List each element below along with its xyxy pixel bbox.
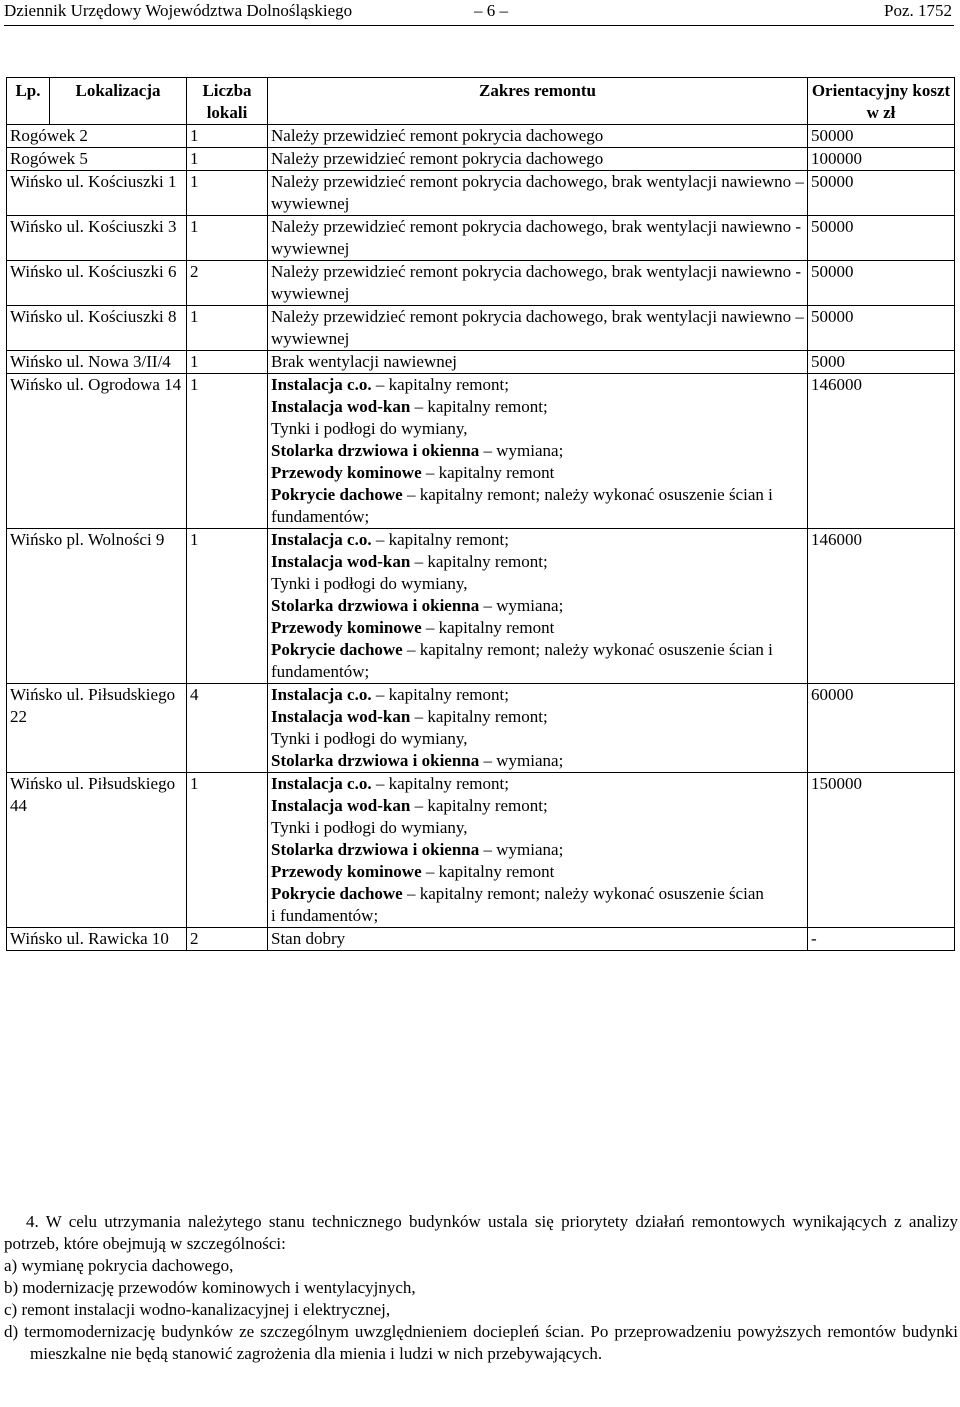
cell-location: Wińsko ul. Piłsudskiego 22 bbox=[7, 684, 187, 773]
cell-scope: Należy przewidzieć remont pokrycia dachowego, brak wentylacji nawiewno – wywiewnej bbox=[268, 306, 808, 351]
cell-units: 1 bbox=[187, 216, 268, 261]
scope-item bbox=[271, 462, 804, 484]
scope-item bbox=[271, 595, 804, 617]
cell-units: 1 bbox=[187, 351, 268, 374]
scope-item bbox=[271, 551, 804, 573]
scope-item bbox=[271, 905, 804, 927]
scope-item-title: Przewody kominowe bbox=[271, 862, 422, 881]
scope-item-title: Stolarka drzwiowa i okienna bbox=[271, 441, 480, 460]
cell-units: 1 bbox=[187, 148, 268, 171]
cell-units: 2 bbox=[187, 928, 268, 951]
scope-item bbox=[271, 396, 804, 418]
table-row bbox=[7, 374, 955, 529]
page-header bbox=[4, 0, 954, 26]
header-location: Lokalizacja bbox=[50, 78, 187, 125]
scope-item-text: i fundamentów; bbox=[271, 906, 379, 925]
header-cost: Orientacyjny koszt w zł bbox=[808, 78, 955, 125]
scope-item bbox=[271, 706, 804, 728]
cell-cost: 50000 bbox=[808, 261, 955, 306]
scope-item bbox=[271, 617, 804, 639]
scope-item-title: Instalacja c.o. bbox=[271, 375, 372, 394]
scope-item bbox=[271, 440, 804, 462]
cell-units: 1 bbox=[187, 529, 268, 684]
table-row bbox=[7, 773, 955, 928]
scope-item bbox=[271, 750, 804, 772]
position-number: Poz. 1752 bbox=[884, 1, 952, 20]
section-4-item: a) wymianę pokrycia dachowego, bbox=[4, 1256, 234, 1275]
cell-units: 1 bbox=[187, 773, 268, 928]
cell-scope: Należy przewidzieć remont pokrycia dachowego bbox=[268, 125, 808, 148]
scope-item-title: Instalacja c.o. bbox=[271, 530, 372, 549]
cell-units: 1 bbox=[187, 374, 268, 529]
header-units: Liczba lokali bbox=[187, 78, 268, 125]
cell-scope: Należy przewidzieć remont pokrycia dachowego, brak wentylacji nawiewno - wywiewnej bbox=[268, 261, 808, 306]
cell-cost: 50000 bbox=[808, 306, 955, 351]
scope-item-title: Stolarka drzwiowa i okienna bbox=[271, 840, 480, 859]
scope-item-text: Tynki i podłogi do wymiany, bbox=[271, 818, 468, 837]
cell-scope: Należy przewidzieć remont pokrycia dachowego, brak wentylacji nawiewno – wywiewnej bbox=[268, 171, 808, 216]
cell-cost: 50000 bbox=[808, 216, 955, 261]
scope-item bbox=[271, 883, 804, 905]
scope-item-title: Przewody kominowe bbox=[271, 463, 422, 482]
cell-cost: 5000 bbox=[808, 351, 955, 374]
scope-item-text: – kapitalny remont; należy wykonać osuszenie ścian bbox=[402, 884, 764, 903]
scope-item-text: – kapitalny remont; bbox=[410, 707, 548, 726]
scope-item-title: Pokrycie dachowe bbox=[271, 640, 403, 659]
scope-item-text: Tynki i podłogi do wymiany, bbox=[271, 729, 468, 748]
cell-units: 4 bbox=[187, 684, 268, 773]
scope-item bbox=[271, 861, 804, 883]
renovation-table bbox=[6, 77, 955, 951]
section-4-list bbox=[4, 1255, 958, 1365]
cell-scope bbox=[268, 684, 808, 773]
table-row bbox=[7, 351, 955, 374]
scope-item-title: Instalacja wod-kan bbox=[271, 707, 411, 726]
cell-cost: 50000 bbox=[808, 171, 955, 216]
scope-item-text: – kapitalny remont bbox=[421, 862, 555, 881]
journal-title: Dziennik Urzędowy Województwa Dolnośląskiego bbox=[4, 1, 353, 20]
cell-cost: 146000 bbox=[808, 529, 955, 684]
scope-item bbox=[271, 418, 804, 440]
scope-item-title: Instalacja wod-kan bbox=[271, 796, 411, 815]
page-number: – 6 – bbox=[474, 1, 508, 20]
cell-scope: Należy przewidzieć remont pokrycia dachowego, brak wentylacji nawiewno - wywiewnej bbox=[268, 216, 808, 261]
table-row bbox=[7, 928, 955, 951]
scope-item-text: Tynki i podłogi do wymiany, bbox=[271, 574, 468, 593]
scope-item-text: – kapitalny remont; bbox=[371, 774, 509, 793]
scope-item-text: – wymiana; bbox=[479, 840, 564, 859]
scope-item-text: – kapitalny remont; bbox=[410, 796, 548, 815]
table-row bbox=[7, 148, 955, 171]
cell-scope bbox=[268, 374, 808, 529]
scope-item bbox=[271, 573, 804, 595]
cell-location: Wińsko ul. Kościuszki 8 bbox=[7, 306, 187, 351]
cell-cost: 60000 bbox=[808, 684, 955, 773]
table-row bbox=[7, 216, 955, 261]
cell-cost: 150000 bbox=[808, 773, 955, 928]
scope-item-text: – kapitalny remont bbox=[421, 463, 555, 482]
scope-item-text: – kapitalny remont; należy wykonać osuszenie ścian i fundamentów; bbox=[271, 485, 773, 526]
scope-item bbox=[271, 728, 804, 750]
scope-item-title: Pokrycie dachowe bbox=[271, 485, 403, 504]
cell-location: Wińsko ul. Kościuszki 3 bbox=[7, 216, 187, 261]
scope-item-text: – wymiana; bbox=[479, 596, 564, 615]
cell-location: Wińsko pl. Wolności 9 bbox=[7, 529, 187, 684]
cell-location: Wińsko ul. Piłsudskiego 44 bbox=[7, 773, 187, 928]
cell-cost: - bbox=[808, 928, 955, 951]
cell-scope bbox=[268, 529, 808, 684]
cell-location: Wińsko ul. Ogrodowa 14 bbox=[7, 374, 187, 529]
cell-units: 1 bbox=[187, 171, 268, 216]
cell-cost: 100000 bbox=[808, 148, 955, 171]
cell-location: Rogówek 2 bbox=[7, 125, 187, 148]
cell-scope: Brak wentylacji nawiewnej bbox=[268, 351, 808, 374]
scope-item bbox=[271, 684, 804, 706]
scope-item-title: Instalacja wod-kan bbox=[271, 552, 411, 571]
table-header-row bbox=[7, 78, 955, 125]
scope-item-title: Instalacja c.o. bbox=[271, 685, 372, 704]
table-row bbox=[7, 125, 955, 148]
table-body bbox=[7, 125, 955, 951]
scope-item-text: – kapitalny remont; bbox=[410, 552, 548, 571]
scope-item-title: Instalacja c.o. bbox=[271, 774, 372, 793]
cell-scope: Należy przewidzieć remont pokrycia dachowego bbox=[268, 148, 808, 171]
scope-item-text: – kapitalny remont; bbox=[371, 375, 509, 394]
scope-item-text: – kapitalny remont; bbox=[410, 397, 548, 416]
table-row bbox=[7, 306, 955, 351]
table-row bbox=[7, 171, 955, 216]
header-lp: Lp. bbox=[7, 78, 50, 125]
section-4 bbox=[4, 1211, 958, 1365]
scope-item-text: – kapitalny remont; należy wykonać osuszenie ścian i fundamentów; bbox=[271, 640, 773, 681]
scope-item-title: Stolarka drzwiowa i okienna bbox=[271, 596, 480, 615]
table-row bbox=[7, 261, 955, 306]
cell-cost: 50000 bbox=[808, 125, 955, 148]
table-row bbox=[7, 529, 955, 684]
section-4-item: c) remont instalacji wodno-kanalizacyjnej i elektrycznej, bbox=[4, 1300, 391, 1319]
scope-item-text: Tynki i podłogi do wymiany, bbox=[271, 419, 468, 438]
cell-units: 2 bbox=[187, 261, 268, 306]
cell-units: 1 bbox=[187, 306, 268, 351]
cell-cost: 146000 bbox=[808, 374, 955, 529]
scope-item bbox=[271, 639, 804, 683]
scope-item-title: Stolarka drzwiowa i okienna bbox=[271, 751, 480, 770]
section-4-item: b) modernizację przewodów kominowych i wentylacyjnych, bbox=[4, 1278, 416, 1297]
header-scope: Zakres remontu bbox=[268, 78, 808, 125]
scope-item-title: Przewody kominowe bbox=[271, 618, 422, 637]
scope-item bbox=[271, 817, 804, 839]
scope-item bbox=[271, 773, 804, 795]
cell-units: 1 bbox=[187, 125, 268, 148]
scope-item-text: – kapitalny remont; bbox=[371, 530, 509, 549]
scope-item-text: – kapitalny remont bbox=[421, 618, 555, 637]
scope-item bbox=[271, 795, 804, 817]
scope-item bbox=[271, 374, 804, 396]
cell-location: Wińsko ul. Nowa 3/II/4 bbox=[7, 351, 187, 374]
cell-location: Wińsko ul. Kościuszki 1 bbox=[7, 171, 187, 216]
cell-location: Wińsko ul. Rawicka 10 bbox=[7, 928, 187, 951]
scope-item bbox=[271, 839, 804, 861]
table-row bbox=[7, 684, 955, 773]
scope-item-text: – wymiana; bbox=[479, 751, 564, 770]
cell-scope bbox=[268, 773, 808, 928]
cell-scope: Stan dobry bbox=[268, 928, 808, 951]
scope-item-text: – wymiana; bbox=[479, 441, 564, 460]
scope-item-title: Instalacja wod-kan bbox=[271, 397, 411, 416]
scope-item bbox=[271, 484, 804, 528]
cell-location: Wińsko ul. Kościuszki 6 bbox=[7, 261, 187, 306]
section-4-item: d) termomodernizację budynków ze szczególnym uwzględnieniem dociepleń ścian. Po przeprowadzeniu powyższych remontów budynki mieszkalne nie będą stanowić zagrożenia dla mienia i ludzi w nich przebywających. bbox=[4, 1322, 958, 1363]
scope-item bbox=[271, 529, 804, 551]
section-4-intro: 4. W celu utrzymania należytego stanu technicznego budynków ustala się priorytety działań remontowych wynikających z analizy potrzeb, które obejmują w szczególności: bbox=[4, 1212, 958, 1253]
scope-item-text: – kapitalny remont; bbox=[371, 685, 509, 704]
cell-location: Rogówek 5 bbox=[7, 148, 187, 171]
scope-item-title: Pokrycie dachowe bbox=[271, 884, 403, 903]
